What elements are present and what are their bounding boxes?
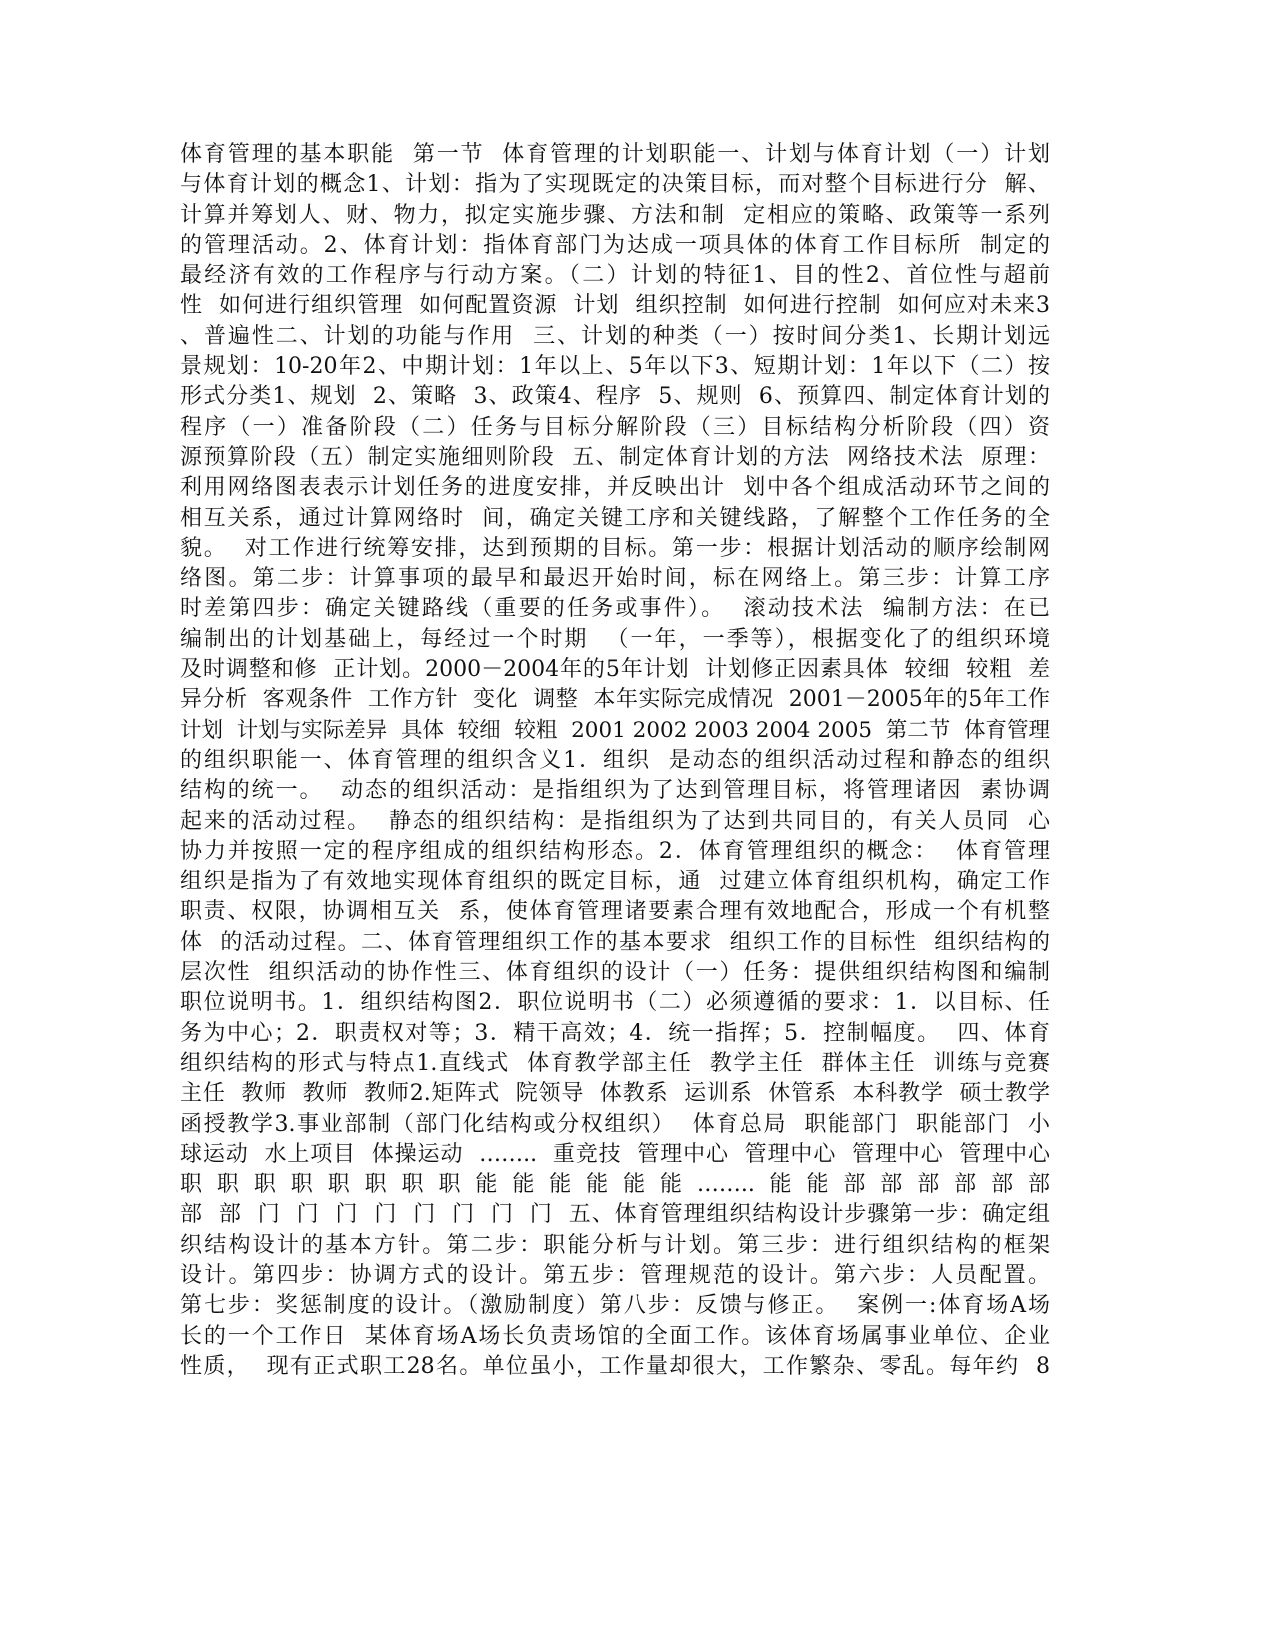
text-line: 球运动 水上项目 体操运动 …….. 重竞技 管理中心 管理中心 管理中心 管理中心 <box>180 1141 1050 1167</box>
text-line: 协力并按照一定的程序组成的组织结构形态。2．体育管理组织的概念： 体育管理 <box>180 838 1050 864</box>
text-line: 织结构设计的基本方针。第二步：职能分析与计划。第三步：进行组织结构的框架 <box>180 1232 1050 1258</box>
text-line: 主任 教师 教师 教师2.矩阵式 院领导 体教系 运训系 休管系 本科教学 硕士教学 <box>180 1081 1050 1107</box>
text-line: 层次性 组织活动的协作性三、体育组织的设计（一）任务：提供组织结构图和编制 <box>180 960 1050 986</box>
text-line: 性 如何进行组织管理 如何配置资源 计划 组织控制 如何进行控制 如何应对未来3 <box>180 293 1050 319</box>
text-line: 计算并筹划人、财、物力，拟定实施步骤、方法和制 定相应的策略、政策等一系列 <box>180 202 1050 228</box>
text-line: 组织结构的形式与特点1.直线式 体育教学部主任 教学主任 群体主任 训练与竞赛 <box>180 1050 1050 1076</box>
text-line: 体 的活动过程。二、体育管理组织工作的基本要求 组织工作的目标性 组织结构的 <box>180 929 1050 955</box>
text-line: 貌。 对工作进行统筹安排，达到预期的目标。第一步：根据计划活动的顺序绘制网 <box>180 535 1050 561</box>
text-line: 函授教学3.事业部制（部门化结构或分权组织） 体育总局 职能部门 职能部门 小 <box>180 1111 1050 1137</box>
text-line: 相互关系，通过计算网络时 间，确定关键工序和关键线路，了解整个工作任务的全 <box>180 505 1050 531</box>
text-line: 、普遍性二、计划的功能与作用 三、计划的种类（一）按时间分类1、长期计划远 <box>180 323 1050 349</box>
text-line: 性质， 现有正式职工28名。单位虽小，工作量却很大，工作繁杂、零乱。每年约 8 <box>180 1353 1050 1379</box>
text-line: 络图。第二步：计算事项的最早和最迟开始时间，标在网络上。第三步：计算工序 <box>180 566 1050 592</box>
text-line: 源预算阶段（五）制定实施细则阶段 五、制定体育计划的方法 网络技术法 原理： <box>180 444 1050 470</box>
text-line: 组织是指为了有效地实现体育组织的既定目标，通 过建立体育组织机构，确定工作 <box>180 869 1050 895</box>
text-line: 计划 计划与实际差异 具体 较细 较粗 2001 2002 2003 2004 2005 第二节 体育管理 <box>180 717 1050 743</box>
text-line: 异分析 客观条件 工作方针 变化 调整 本年实际完成情况 2001－2005年的5年工作 <box>180 687 1050 713</box>
text-line: 职责、权限，协调相互关 系，使体育管理诸要素合理有效地配合，形成一个有机整 <box>180 899 1050 925</box>
text-line: 的组织职能一、体育管理的组织含义1．组织 是动态的组织活动过程和静态的组织 <box>180 747 1050 773</box>
text-line: 职 职 职 职 职 职 职 职 能 能 能 能 能 能 …….. 能 能 部 部 部 部 部 部 <box>180 1172 1050 1198</box>
text-line: 结构的统一。 动态的组织活动：是指组织为了达到管理目标，将管理诸因 素协调 <box>180 778 1050 804</box>
text-line: 务为中心；2．职责权对等；3．精干高效；4．统一指挥；5．控制幅度。 四、体育 <box>180 1020 1050 1046</box>
text-line: 与体育计划的概念1、计划：指为了实现既定的决策目标，而对整个目标进行分 解、 <box>180 172 1050 198</box>
text-line: 第七步：奖惩制度的设计。（激励制度）第八步：反馈与修正。 案例一:体育场A场 <box>180 1293 1050 1319</box>
text-line: 长的一个工作日 某体育场A场长负责场馆的全面工作。该体育场属事业单位、企业 <box>180 1323 1050 1349</box>
text-line: 体育管理的基本职能 第一节 体育管理的计划职能一、计划与体育计划（一）计划 <box>180 142 1050 167</box>
text-line: 时差第四步：确定关键路线（重要的任务或事件）。 滚动技术法 编制方法：在已 <box>180 596 1050 622</box>
text-line: 编制出的计划基础上，每经过一个时期 （一年，一季等），根据变化了的组织环境 <box>180 626 1050 652</box>
text-line: 景规划：10-20年2、中期计划：1年以上、5年以下3、短期计划：1年以下（二）按 <box>180 354 1050 380</box>
text-line: 起来的活动过程。 静态的组织结构：是指组织为了达到共同目的，有关人员同 心 <box>180 808 1050 834</box>
text-line: 程序（一）准备阶段（二）任务与目标分解阶段（三）目标结构分析阶段（四）资 <box>180 414 1050 440</box>
text-line: 最经济有效的工作程序与行动方案。（二）计划的特征1、目的性2、首位性与超前 <box>180 263 1050 289</box>
body-text <box>180 140 1050 1382</box>
text-line: 形式分类1、规划 2、策略 3、政策4、程序 5、规则 6、预算四、制定体育计划的 <box>180 384 1050 410</box>
text-line: 设计。第四步：协调方式的设计。第五步：管理规范的设计。第六步：人员配置。 <box>180 1262 1050 1288</box>
text-line: 及时调整和修 正计划。2000－2004年的5年计划 计划修正因素具体 较细 较粗 差 <box>180 657 1050 683</box>
text-line: 利用网络图表表示计划任务的进度安排，并反映出计 划中各个组成活动环节之间的 <box>180 475 1050 501</box>
text-line: 的管理活动。2、体育计划：指体育部门为达成一项具体的体育工作目标所 制定的 <box>180 232 1050 258</box>
text-line: 职位说明书。1．组织结构图2．职位说明书（二）必须遵循的要求：1．以目标、任 <box>180 990 1050 1016</box>
text-line: 部 部 门 门 门 门 门 门 门 门 五、体育管理组织结构设计步骤第一步：确定组 <box>180 1202 1050 1228</box>
